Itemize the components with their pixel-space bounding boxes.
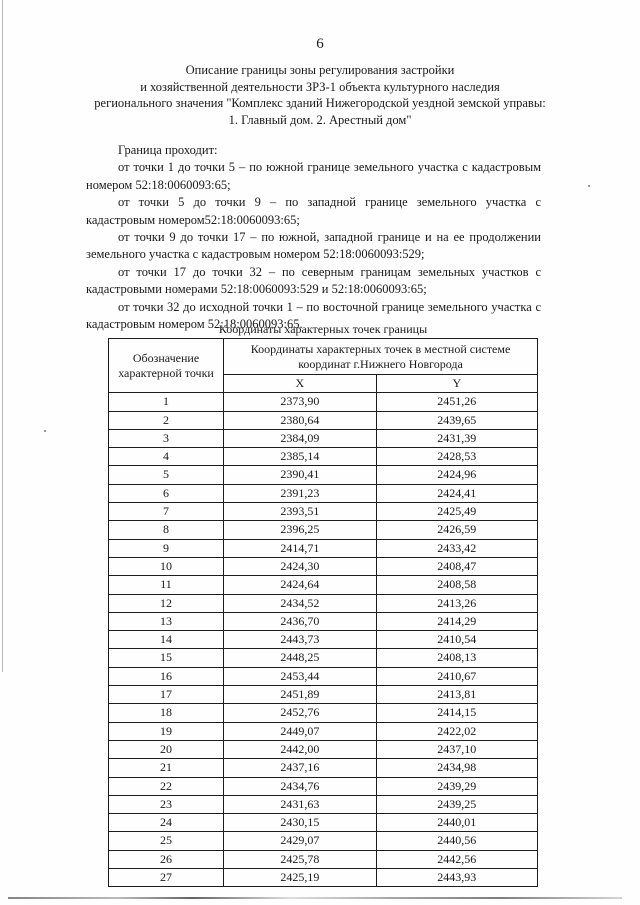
cell-coordinate-x: 2384,09 <box>224 429 377 447</box>
column-header-coordinates: Координаты характерных точек в местной системе координат г.Нижнего Новгорода <box>224 339 538 375</box>
cell-point-designation: 12 <box>109 594 224 612</box>
table-row <box>109 832 538 850</box>
table-row <box>109 759 538 777</box>
cell-coordinate-x: 2385,14 <box>224 448 377 466</box>
cell-coordinate-x: 2436,70 <box>224 612 377 630</box>
scan-edge-artifact-left <box>2 0 3 672</box>
body-intro: Граница проходит: <box>118 143 218 157</box>
table-row <box>109 869 538 887</box>
table-row <box>109 576 538 594</box>
cell-coordinate-y: 2410,54 <box>376 631 537 649</box>
table-row <box>109 814 538 832</box>
body-paragraph-1: от точки 1 до точки 5 – по южной границе земельного участка с кадастровым номером 52:18:0060093:65; <box>86 160 541 192</box>
cell-point-designation: 4 <box>109 448 224 466</box>
document-title-line-3: регионального значения "Комплекс зданий Нижегородской уездной земской управы: <box>94 96 546 110</box>
table-header-row-primary <box>109 339 538 375</box>
cell-point-designation: 9 <box>109 539 224 557</box>
column-header-x: X <box>224 375 377 393</box>
cell-coordinate-x: 2443,73 <box>224 631 377 649</box>
cell-coordinate-y: 2414,15 <box>376 704 537 722</box>
body-text <box>86 142 541 333</box>
cell-coordinate-y: 2428,53 <box>376 448 537 466</box>
cell-point-designation: 23 <box>109 795 224 813</box>
cell-coordinate-x: 2396,25 <box>224 521 377 539</box>
table-row <box>109 484 538 502</box>
cell-coordinate-y: 2408,58 <box>376 576 537 594</box>
cell-coordinate-y: 2439,65 <box>376 411 537 429</box>
table-row <box>109 740 538 758</box>
cell-coordinate-y: 2443,93 <box>376 869 537 887</box>
table-row <box>109 466 538 484</box>
body-paragraph-5: от точки 32 до исходной точки 1 – по восточной границе земельного участка с кадастровым номером 52:18:0060093:65. <box>86 299 541 332</box>
cell-coordinate-y: 2422,02 <box>376 722 537 740</box>
table-row <box>109 393 538 411</box>
coordinates-table <box>108 338 538 887</box>
cell-coordinate-x: 2449,07 <box>224 722 377 740</box>
table-row <box>109 649 538 667</box>
document-title <box>70 62 570 128</box>
body-paragraph-4: от точки 17 до точки 32 – по северным границам земельных участков с кадастровыми номерами 52:18:0060093:529 и 52:18:0060093:65; <box>86 264 541 297</box>
cell-coordinate-x: 2434,52 <box>224 594 377 612</box>
body-paragraph-2: от точки 5 до точки 9 – по западной границе земельного участка с кадастровым номером52:18:0060093:65; <box>86 195 541 227</box>
cell-coordinate-x: 2429,07 <box>224 832 377 850</box>
cell-coordinate-x: 2431,63 <box>224 795 377 813</box>
cell-coordinate-y: 2408,13 <box>376 649 537 667</box>
cell-point-designation: 22 <box>109 777 224 795</box>
document-title-line-2: и хозяйственной деятельности ЗРЗ-1 объекта культурного наследия <box>140 79 500 94</box>
scan-speck <box>588 185 590 187</box>
cell-point-designation: 19 <box>109 722 224 740</box>
cell-coordinate-x: 2391,23 <box>224 484 377 502</box>
cell-coordinate-x: 2390,41 <box>224 466 377 484</box>
cell-coordinate-y: 2439,29 <box>376 777 537 795</box>
cell-point-designation: 15 <box>109 649 224 667</box>
cell-point-designation: 1 <box>109 393 224 411</box>
cell-point-designation: 6 <box>109 484 224 502</box>
cell-coordinate-y: 2426,59 <box>376 521 537 539</box>
cell-coordinate-y: 2440,56 <box>376 832 537 850</box>
cell-coordinate-y: 2439,25 <box>376 795 537 813</box>
cell-coordinate-y: 2408,47 <box>376 557 537 575</box>
table-row <box>109 631 538 649</box>
cell-coordinate-x: 2442,00 <box>224 740 377 758</box>
page-number: 6 <box>316 36 324 52</box>
table-row <box>109 777 538 795</box>
cell-coordinate-y: 2424,96 <box>376 466 537 484</box>
table-row <box>109 612 538 630</box>
cell-coordinate-y: 2451,26 <box>376 393 537 411</box>
cell-coordinate-y: 2440,01 <box>376 814 537 832</box>
cell-coordinate-y: 2442,56 <box>376 850 537 868</box>
table-row <box>109 521 538 539</box>
cell-point-designation: 14 <box>109 631 224 649</box>
document-title-line-1: Описание границы зоны регулирования застройки <box>185 63 455 77</box>
cell-coordinate-x: 2453,44 <box>224 667 377 685</box>
cell-point-designation: 10 <box>109 557 224 575</box>
cell-coordinate-y: 2433,42 <box>376 539 537 557</box>
cell-point-designation: 8 <box>109 521 224 539</box>
cell-coordinate-x: 2425,78 <box>224 850 377 868</box>
table-row <box>109 448 538 466</box>
cell-coordinate-y: 2431,39 <box>376 429 537 447</box>
table-row <box>109 704 538 722</box>
cell-coordinate-x: 2437,16 <box>224 759 377 777</box>
cell-point-designation: 27 <box>109 869 224 887</box>
cell-coordinate-x: 2424,30 <box>224 557 377 575</box>
table-row <box>109 722 538 740</box>
column-header-point: Обозначение характерной точки <box>109 339 224 393</box>
cell-point-designation: 11 <box>109 576 224 594</box>
coordinates-table-body <box>109 393 538 887</box>
scan-speck <box>44 430 46 432</box>
cell-point-designation: 13 <box>109 612 224 630</box>
column-header-y: Y <box>376 375 537 393</box>
cell-coordinate-x: 2414,71 <box>224 539 377 557</box>
cell-coordinate-x: 2393,51 <box>224 503 377 521</box>
table-caption: Координаты характерных точек границы <box>218 322 428 336</box>
table-row <box>109 503 538 521</box>
cell-point-designation: 5 <box>109 466 224 484</box>
cell-coordinate-x: 2430,15 <box>224 814 377 832</box>
table-row <box>109 795 538 813</box>
scan-edge-artifact-bottom <box>8 897 622 899</box>
cell-point-designation: 7 <box>109 503 224 521</box>
cell-point-designation: 21 <box>109 759 224 777</box>
table-row <box>109 850 538 868</box>
table-row <box>109 539 538 557</box>
table-row <box>109 557 538 575</box>
cell-point-designation: 16 <box>109 667 224 685</box>
cell-coordinate-x: 2434,76 <box>224 777 377 795</box>
cell-point-designation: 2 <box>109 411 224 429</box>
table-row <box>109 686 538 704</box>
cell-coordinate-x: 2380,64 <box>224 411 377 429</box>
cell-point-designation: 18 <box>109 704 224 722</box>
cell-coordinate-y: 2425,49 <box>376 503 537 521</box>
cell-coordinate-y: 2414,29 <box>376 612 537 630</box>
cell-coordinate-y: 2410,67 <box>376 667 537 685</box>
cell-coordinate-y: 2424,41 <box>376 484 537 502</box>
cell-point-designation: 24 <box>109 814 224 832</box>
coordinates-table-head <box>109 339 538 393</box>
table-row <box>109 594 538 612</box>
cell-coordinate-x: 2451,89 <box>224 686 377 704</box>
cell-coordinate-x: 2425,19 <box>224 869 377 887</box>
cell-coordinate-y: 2413,26 <box>376 594 537 612</box>
body-paragraph-3: от точки 9 до точки 17 – по южной, западной границе и на ее продолжении земельного участка с кадастровым номером 52:18:0060093:529; <box>86 230 541 262</box>
cell-point-designation: 25 <box>109 832 224 850</box>
cell-point-designation: 17 <box>109 686 224 704</box>
cell-coordinate-x: 2448,25 <box>224 649 377 667</box>
table-row <box>109 411 538 429</box>
cell-coordinate-y: 2437,10 <box>376 740 537 758</box>
table-row <box>109 429 538 447</box>
cell-coordinate-x: 2424,64 <box>224 576 377 594</box>
cell-coordinate-x: 2373,90 <box>224 393 377 411</box>
cell-point-designation: 3 <box>109 429 224 447</box>
cell-coordinate-y: 2413,81 <box>376 686 537 704</box>
cell-coordinate-x: 2452,76 <box>224 704 377 722</box>
cell-point-designation: 26 <box>109 850 224 868</box>
cell-point-designation: 20 <box>109 740 224 758</box>
table-row <box>109 667 538 685</box>
cell-coordinate-y: 2434,98 <box>376 759 537 777</box>
document-title-line-4: 1. Главный дом. 2. Арестный дом" <box>228 112 412 127</box>
